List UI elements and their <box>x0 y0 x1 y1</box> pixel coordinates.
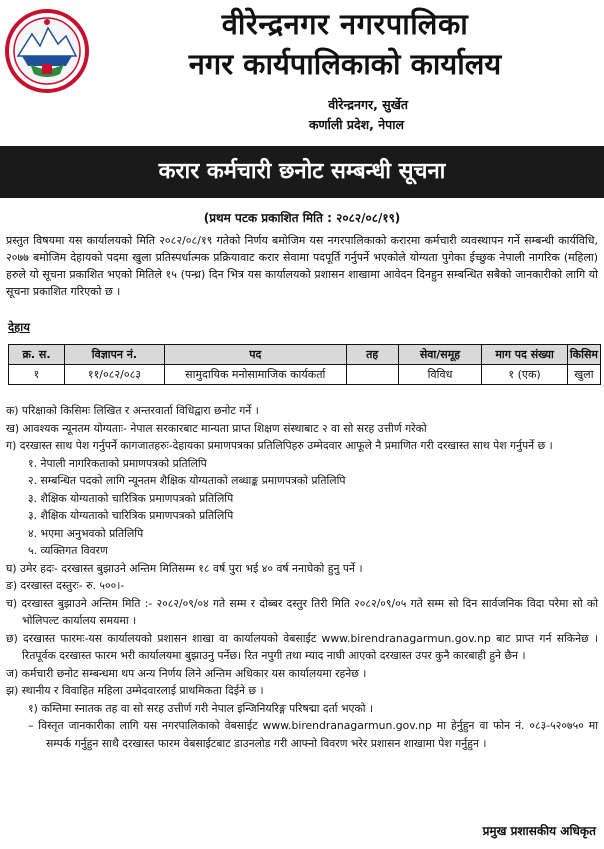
doc-item: १. नेपाली नागरिकताको प्रमाणपत्रको प्रतिलिपि <box>28 456 207 470</box>
table-header-row <box>9 345 601 365</box>
item-exam-type: क) परिक्षाको किसिमः लिखित र अन्तरवार्ता विधिद्वारा छनोट गर्ने । <box>6 404 259 417</box>
address-city: वीरेन्द्रनगर, सुर्खेत <box>328 97 408 112</box>
doc-item: ४. भएमा अनुभवको प्रतिलिपि <box>28 526 144 540</box>
nepal-emblem-icon <box>4 8 90 94</box>
col-ad-number: विज्ञापन नं. <box>64 345 164 365</box>
table-row <box>9 365 601 385</box>
signature-title: प्रमुख प्रशासकीय अधिकृत <box>482 824 596 838</box>
item-qualification: ख) आवश्यक न्यूनतम योग्यताः- नेपाल सरकारबाट मान्यता प्राप्त शिक्षण संस्थाबाट २ वा सो सरह उत्तीर्ण गरेको <box>6 421 427 435</box>
doc-item: २. सम्बन्धित पदको लागि न्यूनतम शैक्षिक योग्यताको लब्धाङ्क प्रमाणपत्रको प्रतिलिपि <box>28 474 346 487</box>
cell-post: सामुदायिक मनोसामाजिक कार्यकर्ता <box>164 365 346 385</box>
item-deadline: च) दरखास्त बुझाउने अन्तिम मिति :- २०८२/०९/०४ गते सम्म र दोब्बर दस्तुर तिरी मिति २०८२/०९/०५ गते सम्म सो दिन सार्वजनिक विदा परेमा सो को भोलिपल्ट कार्यालय समयमा । <box>6 596 598 627</box>
col-demand: माग पद संख्या <box>482 345 568 365</box>
doc-item: ३. शैक्षिक योग्यताको चारित्रिक प्रमाणपत्रको प्रतिलिपि <box>28 491 234 505</box>
notice-items <box>6 402 598 752</box>
cell-type: खुला <box>567 365 600 385</box>
office-name: नगर कार्यपालिकाको कार्यालय <box>188 47 502 81</box>
cell-serial: १ <box>9 365 65 385</box>
item-final-authority: ज) कर्मचारी छनोट सम्बन्धमा थप अन्य निर्णय लिने अन्तिम अधिकार यस कार्यालयमा रहनेछ । <box>6 666 367 680</box>
doc-item: ५. व्यक्तिगत विवरण <box>28 544 108 557</box>
doc-item: ३. शैक्षिक योग्यताको चारित्रिक प्रमाणपत्रको प्रतिलिपि <box>28 509 234 522</box>
letterhead <box>0 0 604 140</box>
cell-ad-number: ११/०८२/०८३ <box>64 365 164 385</box>
col-service: सेवा/समूह <box>398 345 482 365</box>
note-item: – विस्तृत जानकारीका लागि यस नगरपालिकाको वेबसाईट www.birendranagarmun.gov.np मा हेर्नुहुन वा फोन नं. ०८३-५२०७५० मा सम्पर्क गर्नुहुन साथै दरखास्त फारम वेबसाईटबाट डाउनलोड गरी आफ्नो विवरण भरेर प्रशासन शाखामा पेश गर्नुहुन । <box>28 719 598 750</box>
intro-paragraph: प्रस्तुत विषयमा यस कार्यालयको मिति २०८२/०८/१९ गतेको निर्णय बमोजिम यस नगरपालिकाको करारमा कर्मचारी व्यवस्थापन गर्ने सम्बन्धी कार्यविधि, २०७७ बमोजिम देहायको पदमा खुला प्रतिस्पर्धात्मक प्रक्रियावाट करार सेवामा पदपूर्ति गर्नुपर्ने भएकोले योग्यता पुगेका ईच्छुक नेपाली नागरिक (महिला) हरुले यो सूचना प्रकाशित भएको मितिले १५ (पन्ध्र) दिन भित्र यस कार्यालयको प्रशासन शाखामा आवेदन दिनहुन सम्बन्धित सबैको जानकारीको लागि यो सूचना प्रकाशित गरिएको छ । <box>6 234 598 298</box>
cell-demand: १ (एक) <box>482 365 568 385</box>
notice-title: करार कर्मचारी छनोट सम्बन्धी सूचना <box>0 146 604 198</box>
col-serial: क्र. स. <box>9 345 65 365</box>
col-level: तह <box>346 345 398 365</box>
cell-service: विविध <box>398 365 482 385</box>
note-item: १) कम्तिमा स्नातक तह वा सो सरह उत्तीर्ण गरी नेपाल इन्जिनियरिङ्ग परिषद्मा दर्ता भएको । <box>28 701 374 715</box>
col-post: पद <box>164 345 346 365</box>
col-type: किसिम <box>567 345 600 365</box>
item-application-form: छ) दरखास्त फारमः-यस कार्यालयको प्रशासन शाखा वा कार्यालयको वेबसाईट www.birendranagarmun.gov.np बाट प्राप्त गर्न सकिनेछ । रितपूर्वक दरखास्त फारम भरी कार्यालयमा बुझाउनु पर्नेछ। रित नपुगी तथा म्याद नाघी आएको दरखास्त उपर कुनै कारबाही हुने छैन । <box>6 631 598 662</box>
vacancy-table <box>8 344 601 385</box>
item-priority: झ) स्थानीय र विवाहित महिला उम्मेदवारलाई प्राथमिकता दिईने छ । <box>6 684 264 697</box>
section-label: देहाय <box>8 320 30 334</box>
address-province: कर्णाली प्रदेश, नेपाल <box>308 117 404 132</box>
item-documents: ग) दरखास्त साथ पेश गर्नुपर्ने कागजातहरुः-देहायका प्रमाणपत्रका प्रतिलिपिहरु उम्मेदवार आफूले नै प्रमाणित गरी दरखास्त साथ पेश गर्नुपर्ने छ । <box>6 439 553 452</box>
cell-level <box>346 365 398 385</box>
municipality-name: वीरेन्द्रनगर नगरपालिका <box>221 7 469 41</box>
item-age-limit: घ) उमेर हदः- दरखास्त बुझाउने अन्तिम मितिसम्म १८ वर्ष पुरा भई ४० वर्ष ननाघेको हुनु पर्ने । <box>6 561 363 575</box>
publish-date: (प्रथम पटक प्रकाशित मिति : २०८२/०८/१९) <box>203 211 401 225</box>
item-fee: ङ) दरखास्त दस्तुरः- रु. ५००।- <box>6 579 125 592</box>
